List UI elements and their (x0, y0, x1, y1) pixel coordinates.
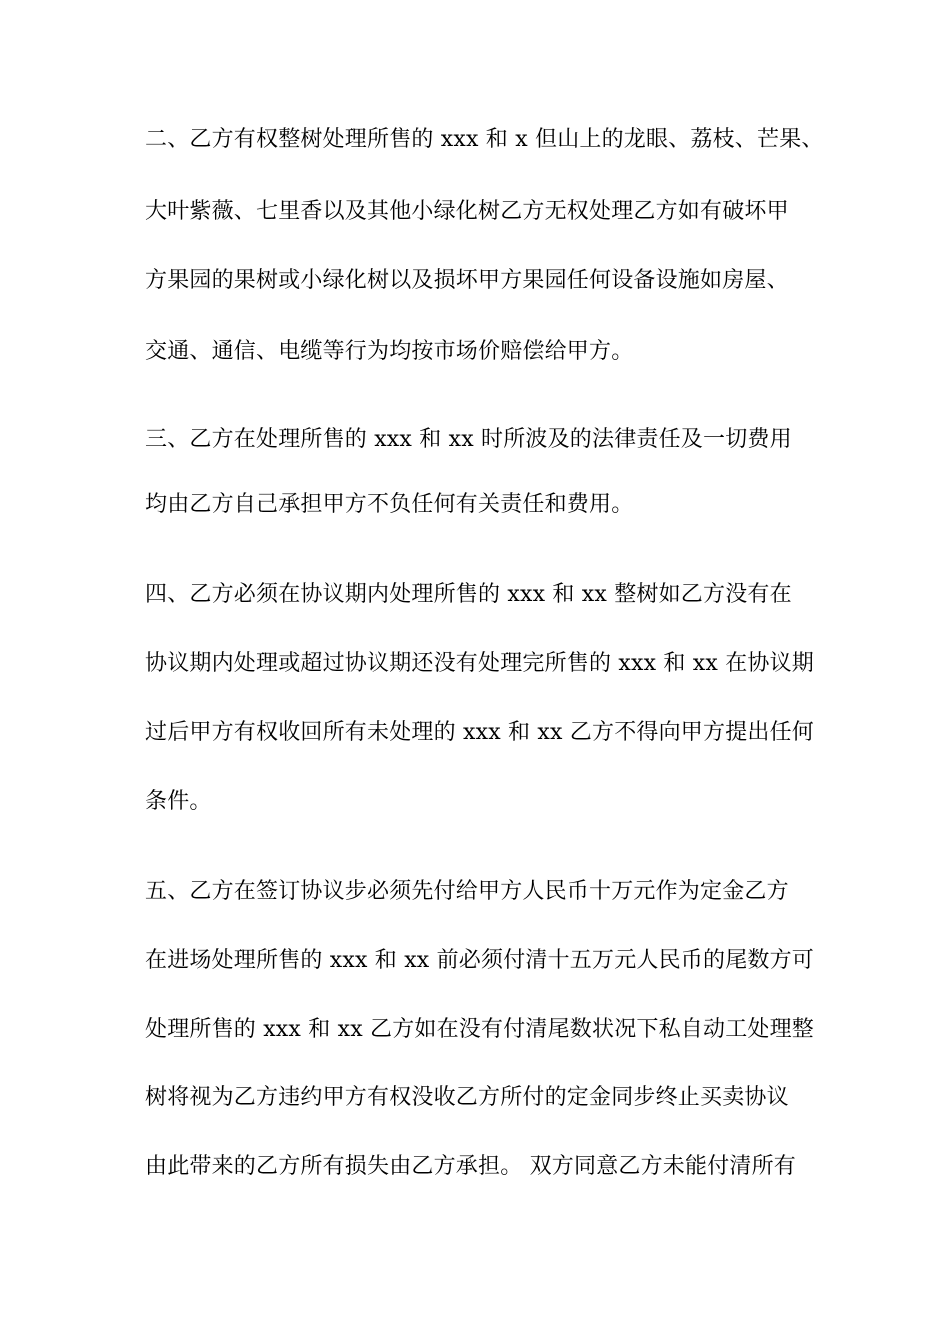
paragraph-5-line-5: 由此带来的乙方所有损失由乙方承担。 双方同意乙方未能付清所有 (145, 1154, 796, 1179)
paragraph-3-line-2: 均由乙方自己承担甲方不负任何有关责任和费用。 (145, 492, 634, 517)
paragraph-2-line-3: 方果园的果树或小绿化树以及损坏甲方果园任何设备设施如房屋、 (145, 268, 789, 293)
paragraph-4-line-1: 四、乙方必须在协议期内处理所售的 xxx 和 xx 整树如乙方没有在 (145, 582, 792, 607)
paragraph-5-line-3: 处理所售的 xxx 和 xx 乙方如在没有付清尾数状况下私自动工处理整 (145, 1017, 815, 1042)
paragraph-4-line-3: 过后甲方有权收回所有未处理的 xxx 和 xx 乙方不得向甲方提出任何 (145, 720, 815, 745)
paragraph-5-line-2: 在进场处理所售的 xxx 和 xx 前必须付清十五万元人民币的尾数方可 (145, 948, 815, 973)
paragraph-4-line-2: 协议期内处理或超过协议期还没有处理完所售的 xxx 和 xx 在协议期 (145, 651, 815, 676)
paragraph-4-line-4: 条件。 (145, 789, 212, 814)
paragraph-2-line-2: 大叶紫薇、七里香以及其他小绿化树乙方无权处理乙方如有破坏甲 (145, 199, 789, 224)
paragraph-5-line-4: 树将视为乙方违约甲方有权没收乙方所付的定金同步终止买卖协议 (145, 1085, 789, 1110)
paragraph-2-line-4: 交通、通信、电缆等行为均按市场价赔偿给甲方。 (145, 339, 634, 364)
paragraph-2-line-1: 二、乙方有权整树处理所售的 xxx 和 x 但山上的龙眼、荔枝、芒果、 (145, 127, 824, 152)
paragraph-3-line-1: 三、乙方在处理所售的 xxx 和 xx 时所波及的法律责任及一切费用 (145, 427, 792, 452)
paragraph-5-line-1: 五、乙方在签订协议步必须先付给甲方人民币十万元作为定金乙方 (145, 879, 789, 904)
